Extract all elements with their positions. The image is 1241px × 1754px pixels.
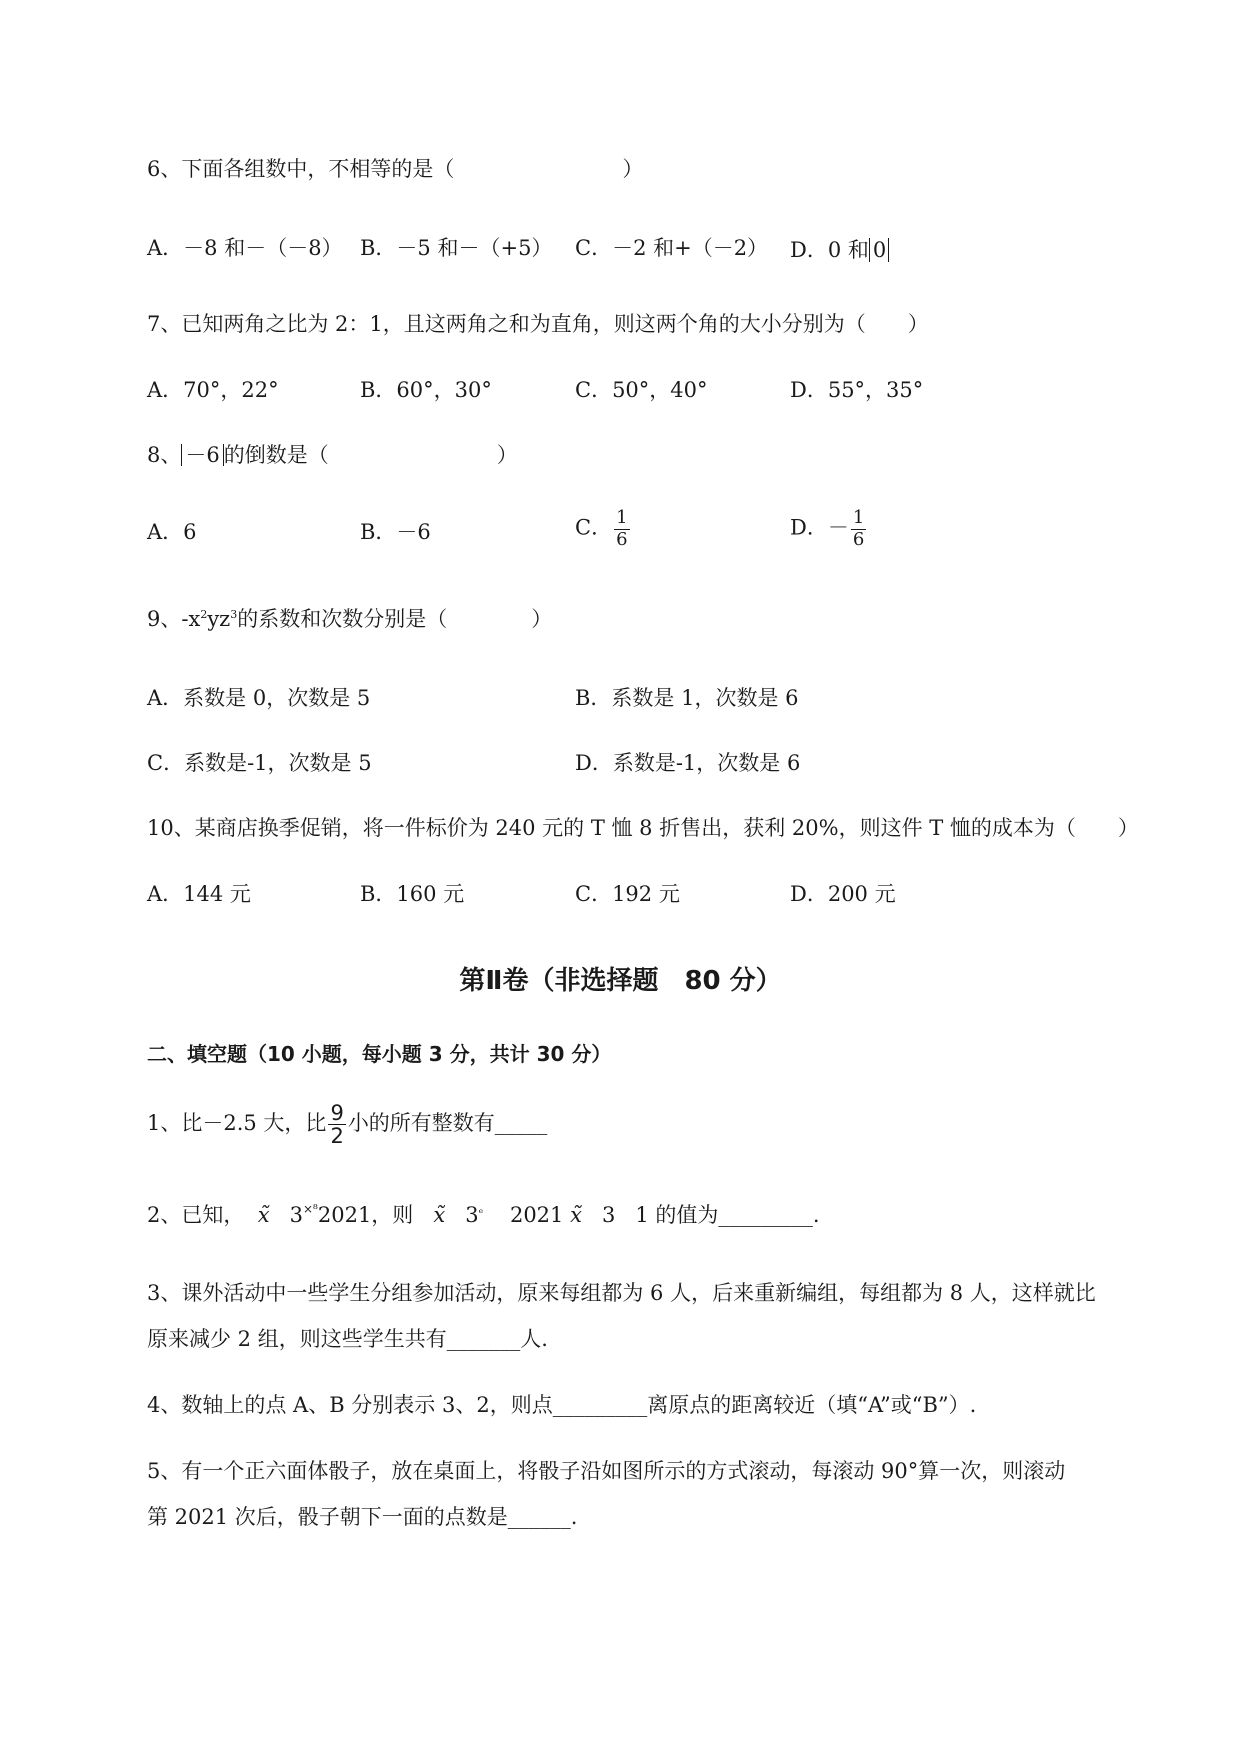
q9-option-c: C．系数是-1，次数是 5 [147, 751, 372, 775]
q6-option-d-label: D．0 和 [790, 238, 869, 262]
q6-option-c: C．－2 和+（－2） [575, 236, 769, 260]
fill-q5-line2: 第 2021 次后，骰子朝下一面的点数是______. [147, 1505, 578, 1529]
q6-abs-value: 0 [869, 238, 889, 262]
q8-option-d: D．－ $\frac{1}{6}$ [790, 507, 865, 550]
q10-option-c: C．192 元 [575, 882, 680, 906]
fill-q3-line2: 原来减少 2 组，则这些学生共有_______人. [147, 1327, 548, 1351]
fill-q1: 1、比－2.5 大，比 $\frac{9}{2}$ 小的所有整数有_____ [147, 1101, 548, 1149]
q7-option-b: B．60°，30° [360, 378, 492, 402]
q9-stem: 9、$-x^2yz^3$的系数和次数分别是（ ） [147, 607, 553, 631]
q8-option-b: B．－6 [360, 520, 431, 544]
q9-option-b: B．系数是 1，次数是 6 [575, 686, 799, 710]
q10-option-a: A．144 元 [147, 882, 251, 906]
fill-q3-line1: 3、课外活动中一些学生分组参加活动，原来每组都为 6 人，后来重新编组，每组都为 8 人，这样就比 [147, 1281, 1096, 1305]
q6-stem: 6、下面各组数中，不相等的是（ ） [147, 157, 644, 181]
q8-abs-value: －6 [181, 444, 223, 466]
q7-option-c: C．50°，40° [575, 378, 708, 402]
q8-option-a: A．6 [147, 520, 197, 544]
q6-option-b: B．－5 和－（+5） [360, 236, 553, 260]
q8-option-c-fraction: $\frac{1}{6}$ [616, 507, 628, 550]
part-heading: 二、填空题（10 小题，每小题 3 分，共计 30 分） [147, 1042, 612, 1066]
q10-stem: 10、某商店换季促销，将一件标价为 240 元的 T 恤 8 折售出，获利 20%，则这件 T 恤的成本为（ ） [147, 816, 1139, 840]
q7-option-a: A．70°，22° [147, 378, 279, 402]
fill-q5-line1: 5、有一个正六面体骰子，放在桌面上，将骰子沿如图所示的方式滚动，每滚动 90°算一次，则滚动 [147, 1459, 1066, 1483]
q10-option-d: D．200 元 [790, 882, 896, 906]
q9-option-d: D．系数是-1，次数是 6 [575, 751, 801, 775]
section-title: 第Ⅱ卷（非选择题 80 分） [459, 966, 782, 996]
q7-stem: 7、已知两角之比为 2：1，且这两角之和为直角，则这两个角的大小分别为（ ） [147, 312, 929, 336]
q6-option-a: A．－8 和－（－8） [147, 236, 343, 260]
fill-q2: 2、已知， x̃ $3^{\times^8}2021$，则 x̃ $3^{_e}$ 2021 x̃ 3 1 的值为_________. [147, 1202, 820, 1227]
fill-q4: 4、数轴上的点 A、B 分别表示 3、2，则点_________离原点的距离较近（填“A”或“B”）. [147, 1393, 977, 1417]
q10-option-b: B．160 元 [360, 882, 465, 906]
q7-option-d: D．55°，35° [790, 378, 924, 402]
q8-stem: 8、 －6 的倒数是（ ） [147, 443, 518, 467]
fill-q1-fraction: $\frac{9}{2}$ [330, 1101, 344, 1149]
q8-option-d-fraction: $\frac{1}{6}$ [852, 507, 865, 550]
q8-option-c: C． $\frac{1}{6}$ [575, 507, 628, 550]
q9-option-a: A．系数是 0，次数是 5 [147, 686, 371, 710]
q6-option-d [790, 238, 889, 262]
